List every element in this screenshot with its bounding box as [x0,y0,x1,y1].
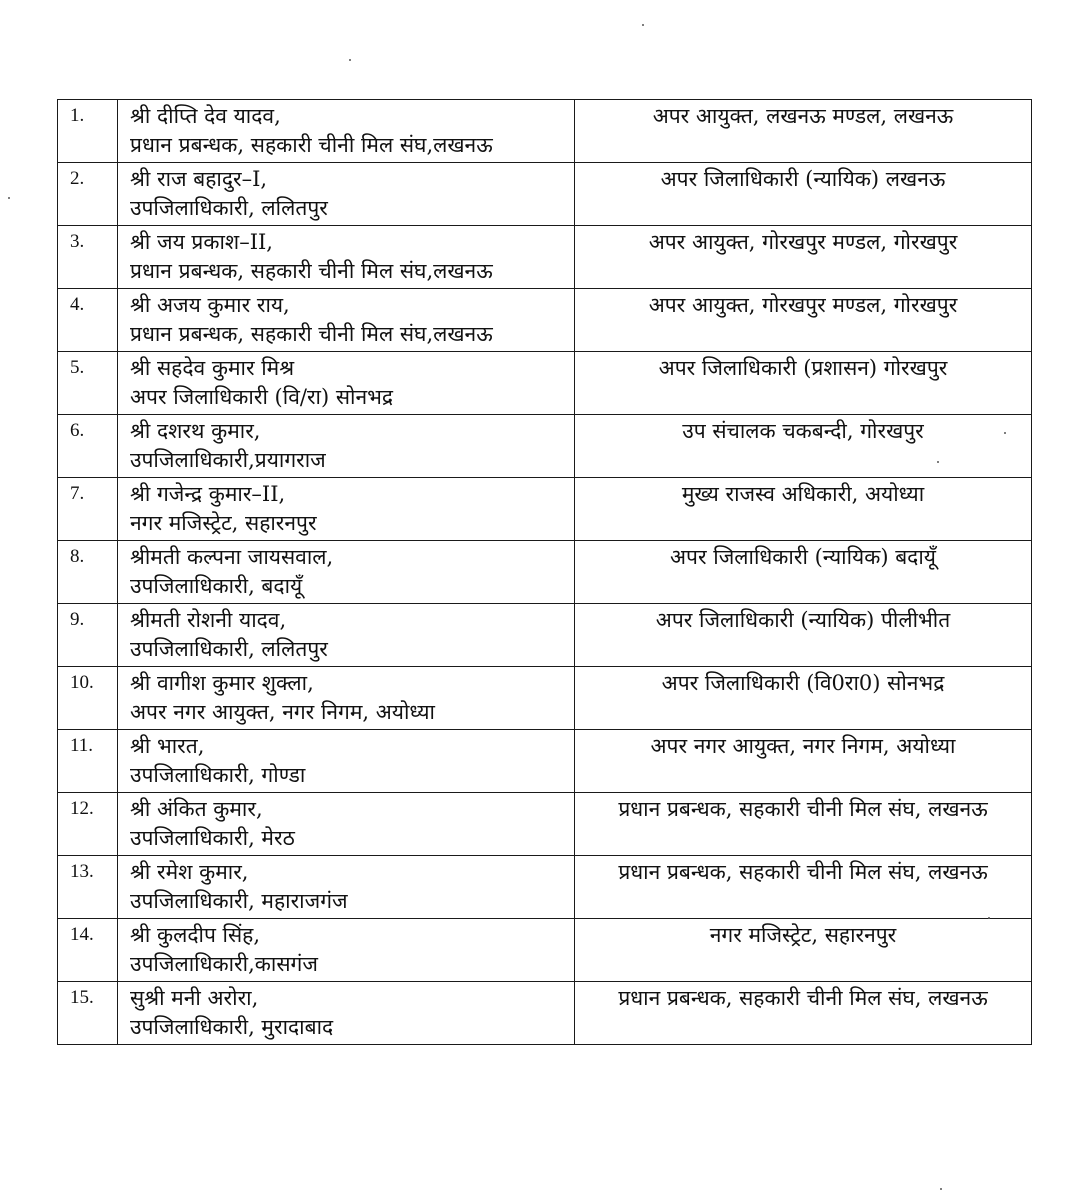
new-posting-cell [575,415,1032,478]
scan-speck [988,917,990,919]
serial-number-cell [58,478,118,541]
serial-number: 4. [70,294,85,315]
table-row [58,100,1032,163]
new-posting-cell [575,730,1032,793]
table-row [58,478,1032,541]
current-posting: उपजिलाधिकारी, ललितपुर [130,637,328,661]
scan-speck [937,461,939,463]
serial-number-cell [58,793,118,856]
serial-number-cell [58,982,118,1045]
officer-cell [118,541,575,604]
new-posting-cell [575,163,1032,226]
new-posting-cell [575,478,1032,541]
new-posting-cell [575,982,1032,1045]
serial-number-cell [58,226,118,289]
current-posting: उपजिलाधिकारी, मेरठ [130,826,295,850]
serial-number-cell [58,604,118,667]
new-posting: प्रधान प्रबन्धक, सहकारी चीनी मिल संघ, लखनऊ [618,797,988,821]
table-row [58,730,1032,793]
new-posting: अपर जिलाधिकारी (वि0रा0) सोनभद्र [661,671,945,695]
new-posting-cell [575,289,1032,352]
current-posting: उपजिलाधिकारी, बदायूँ [130,574,303,598]
officer-cell [118,100,575,163]
new-posting-cell [575,604,1032,667]
table-row [58,352,1032,415]
new-posting: नगर मजिस्ट्रेट, सहारनपुर [709,923,897,947]
serial-number-cell [58,100,118,163]
current-posting: उपजिलाधिकारी,कासगंज [130,952,318,976]
table-row [58,415,1032,478]
serial-number: 7. [70,483,85,504]
table-row [58,226,1032,289]
officer-cell [118,604,575,667]
current-posting: उपजिलाधिकारी, महाराजगंज [130,889,348,913]
serial-number: 12. [70,798,94,819]
officer-name: श्रीमती कल्पना जायसवाल, [130,545,334,569]
officer-name: श्री अंकित कुमार, [130,797,263,821]
table-row [58,982,1032,1045]
current-posting: उपजिलाधिकारी,प्रयागराज [130,448,326,472]
serial-number: 6. [70,420,85,441]
officer-name: श्री सहदेव कुमार मिश्र [130,356,295,380]
current-posting: प्रधान प्रबन्धक, सहकारी चीनी मिल संघ,लखनऊ [130,322,493,346]
scan-speck [8,197,10,199]
current-posting: नगर मजिस्ट्रेट, सहारनपुर [130,511,317,535]
serial-number-cell [58,415,118,478]
current-posting: उपजिलाधिकारी, ललितपुर [130,196,328,220]
new-posting: अपर नगर आयुक्त, नगर निगम, अयोध्या [650,734,956,758]
new-posting: अपर जिलाधिकारी (न्यायिक) बदायूँ [670,545,936,569]
officer-name: श्री वागीश कुमार शुक्ला, [130,671,314,695]
new-posting: अपर जिलाधिकारी (न्यायिक) पीलीभीत [655,608,951,632]
new-posting: अपर आयुक्त, गोरखपुर मण्डल, गोरखपुर [648,293,958,317]
table-row [58,919,1032,982]
officer-name: श्री अजय कुमार राय, [130,293,290,317]
serial-number-cell [58,352,118,415]
new-posting: उप संचालक चकबन्दी, गोरखपुर [682,419,924,443]
serial-number-cell [58,667,118,730]
serial-number-cell [58,856,118,919]
current-posting: अपर नगर आयुक्त, नगर निगम, अयोध्या [130,700,435,724]
officer-cell [118,163,575,226]
transfer-table [57,99,1032,1045]
scan-speck [642,24,644,26]
officer-cell [118,667,575,730]
officer-name: श्री कुलदीप सिंह, [130,923,261,947]
officer-cell [118,415,575,478]
serial-number: 1. [70,105,85,126]
new-posting-cell [575,793,1032,856]
officer-name: श्री गजेन्द्र कुमार–II, [130,482,286,506]
serial-number: 14. [70,924,94,945]
table-row [58,667,1032,730]
serial-number: 5. [70,357,85,378]
table-row [58,163,1032,226]
table-row [58,856,1032,919]
new-posting: प्रधान प्रबन्धक, सहकारी चीनी मिल संघ, लखनऊ [618,860,988,884]
serial-number-cell [58,730,118,793]
new-posting: अपर आयुक्त, गोरखपुर मण्डल, गोरखपुर [648,230,958,254]
officer-cell [118,289,575,352]
table-row [58,541,1032,604]
officer-name: श्री राज बहादुर–I, [130,167,268,191]
serial-number: 11. [70,735,94,756]
new-posting: अपर जिलाधिकारी (न्यायिक) लखनऊ [660,167,946,191]
table-row [58,793,1032,856]
new-posting: अपर जिलाधिकारी (प्रशासन) गोरखपुर [658,356,948,380]
officer-name: श्रीमती रोशनी यादव, [130,608,287,632]
officer-name: श्री दीप्ति देव यादव, [130,104,281,128]
current-posting: प्रधान प्रबन्धक, सहकारी चीनी मिल संघ,लखनऊ [130,259,493,283]
new-posting-cell [575,226,1032,289]
new-posting: अपर आयुक्त, लखनऊ मण्डल, लखनऊ [652,104,954,128]
officer-name: श्री जय प्रकाश–II, [130,230,273,254]
transfer-table-body [58,100,1032,1045]
officer-cell [118,226,575,289]
current-posting: उपजिलाधिकारी, मुरादाबाद [130,1015,334,1039]
officer-cell [118,793,575,856]
scan-speck [1004,432,1006,434]
serial-number: 3. [70,231,85,252]
serial-number: 2. [70,168,85,189]
new-posting-cell [575,856,1032,919]
serial-number: 10. [70,672,94,693]
officer-cell [118,919,575,982]
new-posting-cell [575,667,1032,730]
officer-cell [118,982,575,1045]
serial-number-cell [58,541,118,604]
serial-number: 9. [70,609,85,630]
officer-cell [118,730,575,793]
serial-number: 8. [70,546,85,567]
scan-speck [940,1188,942,1190]
current-posting: प्रधान प्रबन्धक, सहकारी चीनी मिल संघ,लखनऊ [130,133,493,157]
table-row [58,289,1032,352]
current-posting: अपर जिलाधिकारी (वि/रा) सोनभद्र [130,385,394,409]
officer-name: सुश्री मनी अरोरा, [130,986,259,1010]
new-posting-cell [575,100,1032,163]
serial-number-cell [58,163,118,226]
new-posting: प्रधान प्रबन्धक, सहकारी चीनी मिल संघ, लखनऊ [618,986,988,1010]
table-row [58,604,1032,667]
serial-number-cell [58,289,118,352]
new-posting-cell [575,919,1032,982]
officer-name: श्री दशरथ कुमार, [130,419,261,443]
current-posting: उपजिलाधिकारी, गोण्डा [130,763,306,787]
officer-name: श्री रमेश कुमार, [130,860,249,884]
new-posting-cell [575,352,1032,415]
officer-cell [118,352,575,415]
new-posting: मुख्य राजस्व अधिकारी, अयोध्या [681,482,925,506]
new-posting-cell [575,541,1032,604]
serial-number-cell [58,919,118,982]
officer-name: श्री भारत, [130,734,205,758]
officer-cell [118,856,575,919]
serial-number: 15. [70,987,94,1008]
scan-speck [349,59,351,61]
serial-number: 13. [70,861,94,882]
officer-cell [118,478,575,541]
